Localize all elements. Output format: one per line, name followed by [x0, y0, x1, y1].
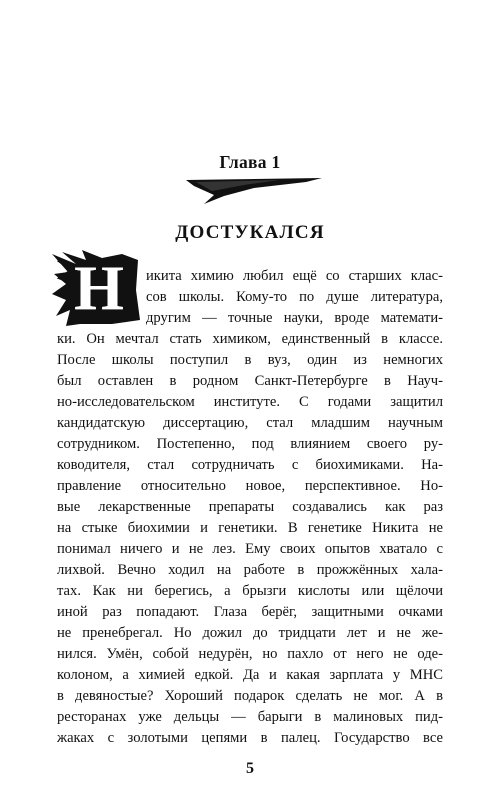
- body-line: тах. Как ни берегись, а брызги кислоты или щёлочи: [57, 583, 443, 599]
- body-line: был оставлен в родном Санкт-Петербурге в Науч-: [57, 373, 443, 389]
- body-line: понимал ничего и не лез. Ему своих опытов хватало с: [57, 541, 443, 557]
- body-line: но-исследовательском институте. С годами защитил: [57, 394, 443, 410]
- body-line: кандидатскую диссертацию, стал младшим научным: [57, 415, 443, 431]
- body-line: нился. Умён, собой недурён, но пахло от него не оде-: [57, 646, 443, 662]
- dropcap-letter: Н: [74, 252, 124, 323]
- body-line: на стыке биохимии и генетики. В генетике Никита не: [57, 520, 443, 536]
- body-line: икита химию любил ещё со старших клас-: [146, 268, 443, 284]
- body-line: вые лекарственные препараты создавались как раз: [57, 499, 443, 515]
- body-line: ководителя, стал сотрудничать с биохимиками. На-: [57, 457, 443, 473]
- chapter-title: ДОСТУКАЛСЯ: [175, 222, 325, 243]
- chapter-label: Глава 1: [219, 152, 281, 172]
- body-line: сов школы. Кому-то по душе литература,: [146, 289, 443, 305]
- body-line: не пренебрегал. Но дожил до тридцати лет и не же-: [57, 625, 443, 641]
- body-line: ресторанах уже дельцы — барыги в малиновых пид-: [57, 709, 443, 725]
- body-line: другим — точные науки, вроде математи-: [146, 310, 443, 326]
- body-line: иной раз попадают. Глаза берёг, защитными очками: [57, 604, 443, 620]
- chapter-ornament: [184, 176, 324, 206]
- page-number: 5: [246, 760, 254, 777]
- body-line: После школы поступил в вуз, один из немногих: [57, 352, 443, 368]
- body-line: правление относительно новое, перспективное. Но-: [57, 478, 443, 494]
- body-line: жаках с золотыми цепями в палец. Государство все: [57, 730, 443, 746]
- body-line: ки. Он мечтал стать химиком, единственный в классе.: [57, 331, 443, 347]
- body-line: колоном, а химией едкой. Да и какая зарплата у МНС: [57, 667, 443, 683]
- body-line: лихвой. Вечно ходил на работе в прожжённых хала-: [57, 562, 443, 578]
- body-line: сотрудником. Постепенно, под влиянием своего ру-: [57, 436, 443, 452]
- body-line: в девяностые? Хороший подарок сделать не мог. А в: [57, 688, 443, 704]
- dropcap: [52, 250, 142, 326]
